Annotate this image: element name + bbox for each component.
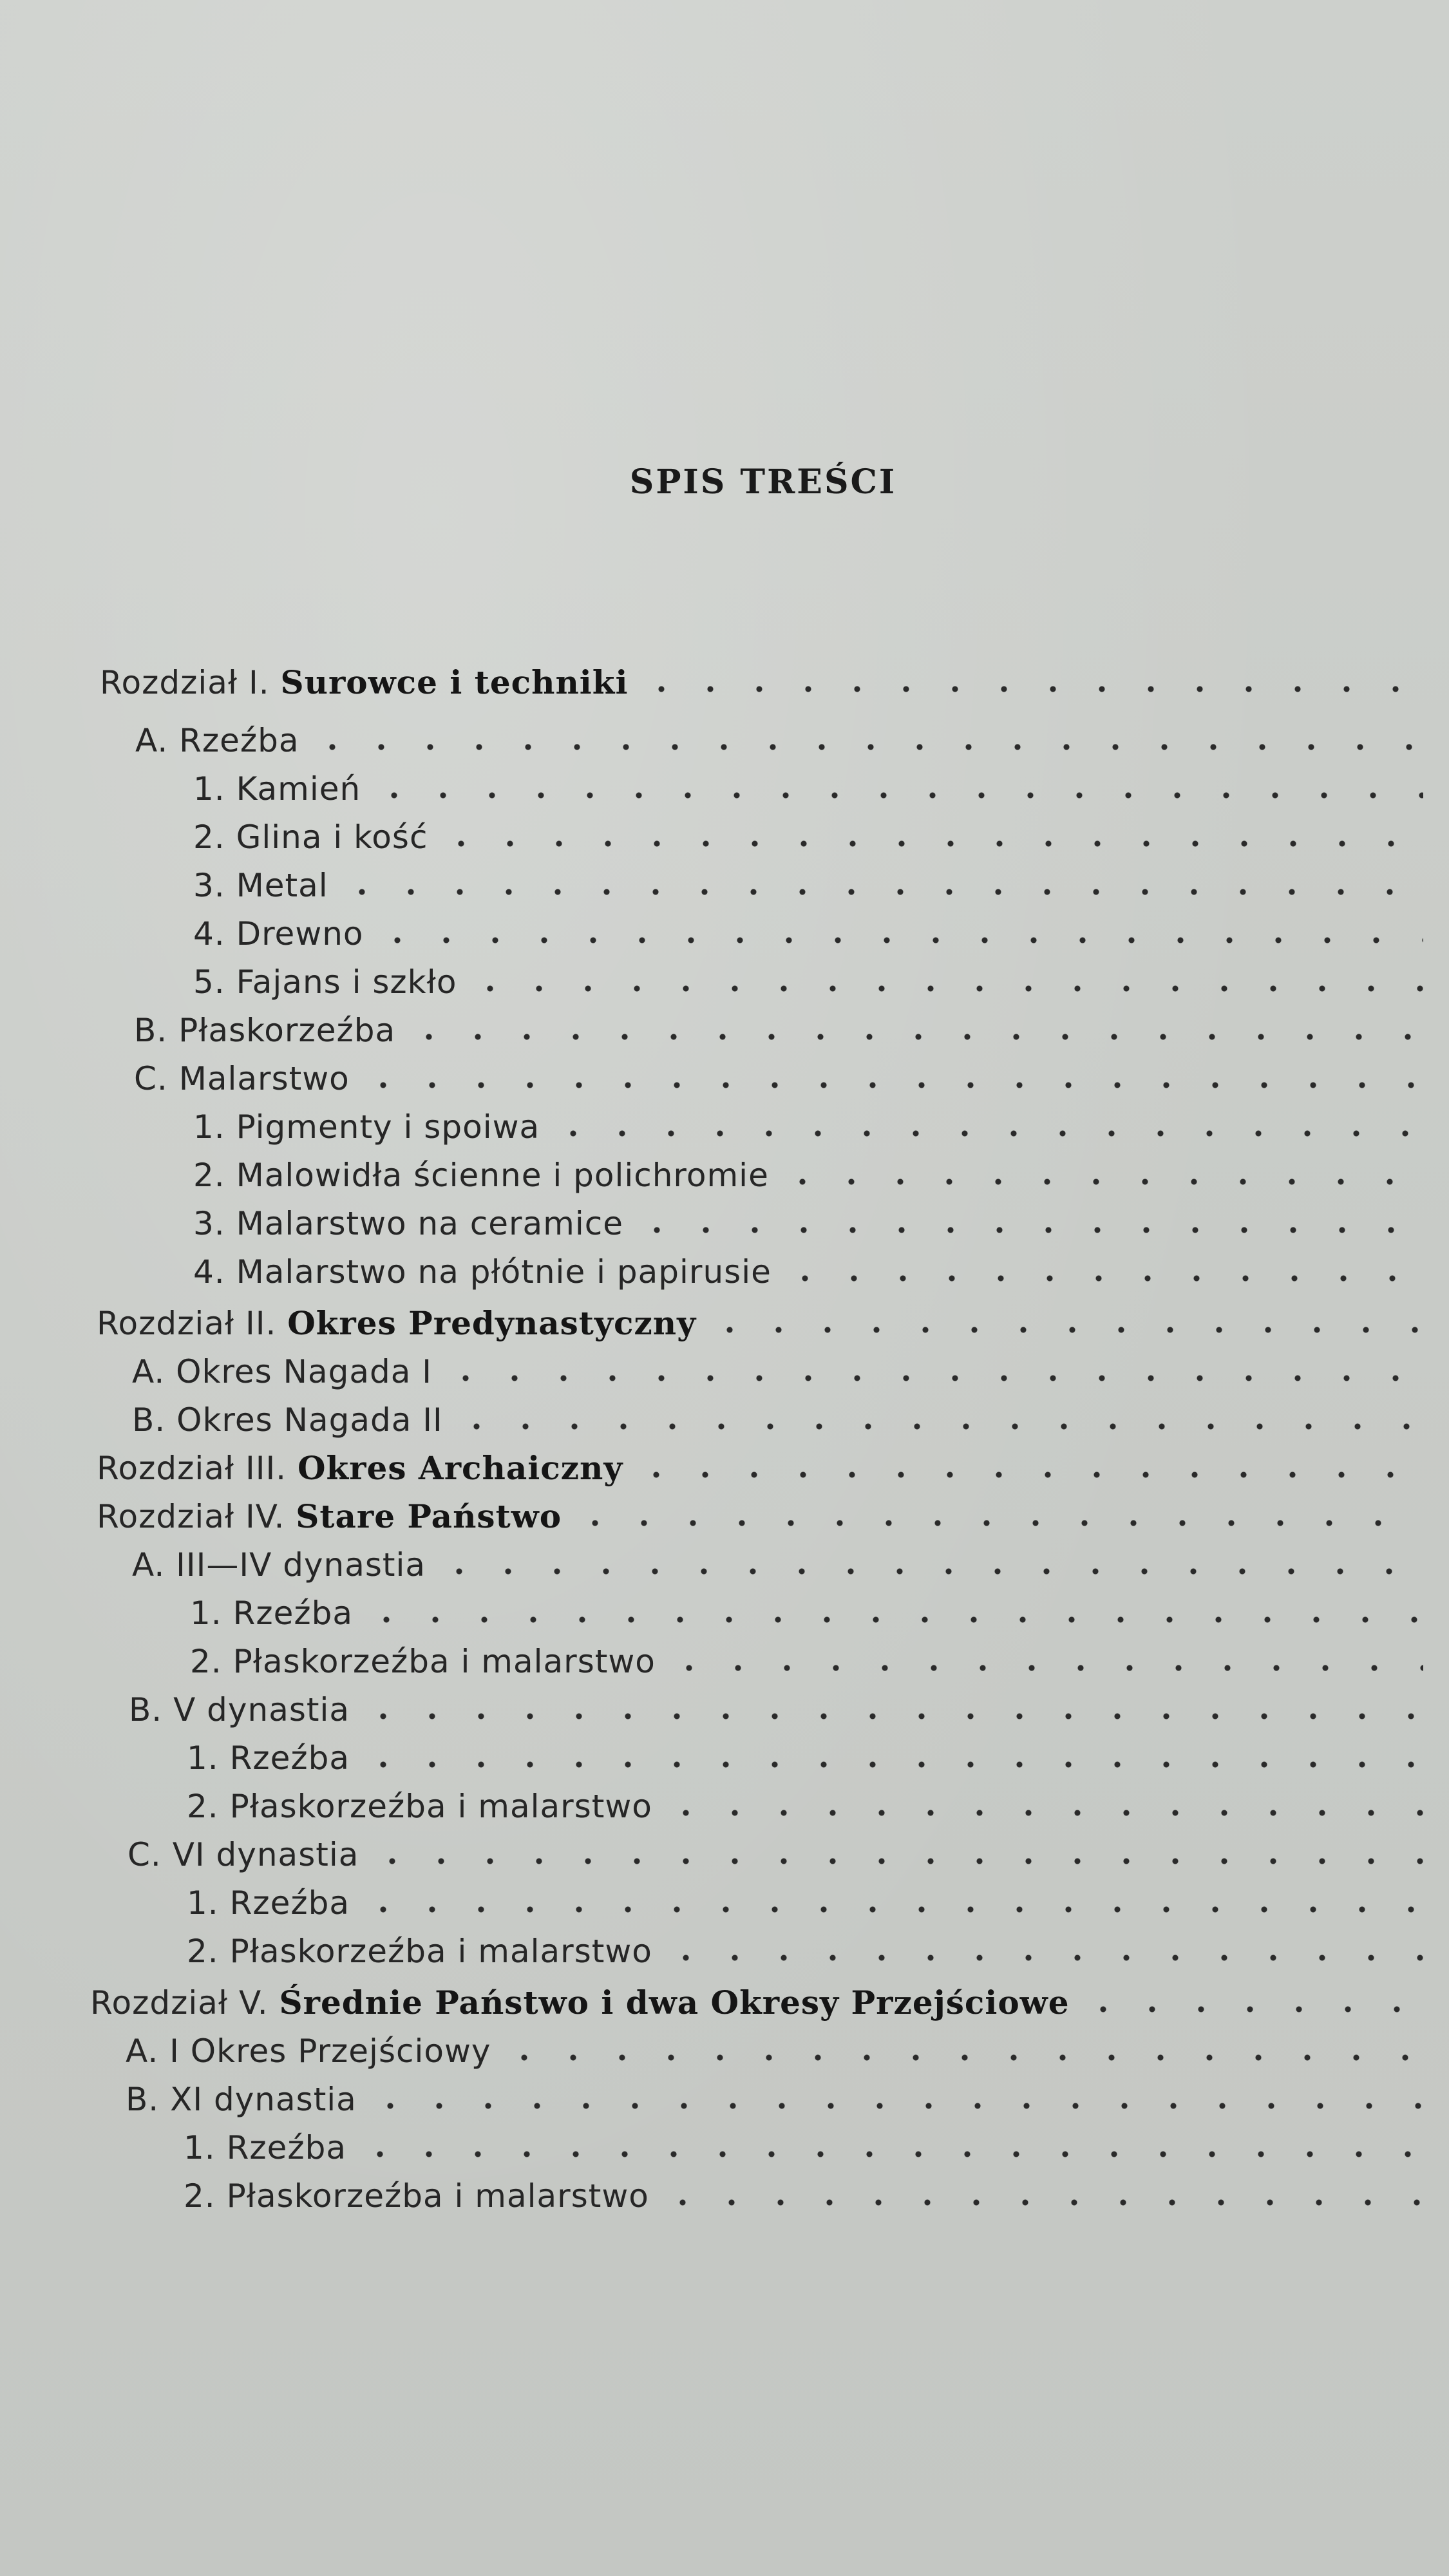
dot-leader — [404, 1030, 1423, 1043]
toc-entry-label: A. III—IV dynastia — [132, 1546, 426, 1584]
toc-entry-label: 3. Metal — [193, 867, 328, 904]
dot-leader — [359, 1079, 1423, 1092]
dot-leader — [366, 2099, 1423, 2112]
toc-section-row — [132, 1539, 1423, 1591]
toc-entry-label: 3. Malarstwo na ceramice — [193, 1205, 624, 1242]
toc-entry-label — [97, 1298, 696, 1349]
toc-entry-label — [97, 1491, 562, 1542]
toc-entry-label: B. Płaskorzeźba — [134, 1012, 396, 1049]
toc-section-row — [134, 1005, 1423, 1056]
dot-leader — [778, 1175, 1423, 1188]
dot-leader — [355, 2148, 1423, 2161]
chapter-title: Stare Państwo — [296, 1497, 562, 1535]
dot-leader — [500, 2051, 1423, 2064]
dot-leader — [632, 1224, 1423, 1236]
toc-item-row — [193, 763, 1423, 815]
dot-leader — [665, 1662, 1423, 1674]
toc-entry-label: 2. Malowidła ścienne i polichromie — [193, 1157, 769, 1194]
toc-entry-label: A. Okres Nagada I — [132, 1353, 433, 1390]
dot-leader — [370, 789, 1423, 802]
toc-entry-label: 2. Glina i kość — [193, 819, 428, 856]
toc-item-row — [193, 811, 1423, 863]
toc-entry-label: B. V dynastia — [129, 1691, 350, 1728]
toc-entry-label: C. VI dynastia — [128, 1836, 359, 1873]
dot-leader — [661, 1951, 1423, 1964]
chapter-title: Okres Archaiczny — [297, 1449, 623, 1487]
dot-leader — [571, 1517, 1423, 1530]
toc-section-row — [126, 2025, 1423, 2077]
toc-entry-label: 2. Płaskorzeźba i malarstwo — [190, 1643, 656, 1680]
chapter-prefix: Rozdział III. — [97, 1450, 298, 1487]
dot-leader — [452, 1420, 1423, 1433]
dot-leader — [359, 1758, 1423, 1771]
toc-entry-label: 4. Malarstwo na płótnie i papirusie — [193, 1253, 772, 1291]
toc-item-row — [193, 1150, 1423, 1201]
toc-section-row — [128, 1829, 1423, 1880]
toc-item-row — [193, 1101, 1423, 1153]
toc-item-row — [187, 1781, 1423, 1832]
toc-entry-label: 1. Rzeźba — [187, 1884, 350, 1922]
toc-chapter-row — [97, 1298, 1423, 1349]
toc-chapter-row — [90, 1977, 1423, 2029]
chapter-prefix: Rozdział II. — [97, 1305, 288, 1342]
toc-entry-label: 1. Kamień — [193, 770, 361, 808]
chapter-prefix: Rozdział IV. — [97, 1498, 296, 1535]
toc-entry-label — [100, 657, 628, 708]
dot-leader — [337, 886, 1423, 898]
dot-leader — [359, 1710, 1423, 1723]
dot-leader — [705, 1323, 1423, 1336]
dot-leader — [308, 741, 1423, 753]
toc-item-row — [190, 1587, 1423, 1639]
toc-item-row — [193, 956, 1423, 1008]
toc-entry-label: 1. Pigmenty i spoiwa — [193, 1108, 540, 1146]
toc-item-row — [193, 1198, 1423, 1249]
toc-entry-label: 1. Rzeźba — [184, 2129, 346, 2166]
toc-entry-label — [90, 1977, 1070, 2029]
dot-leader — [466, 982, 1423, 995]
toc-item-row — [187, 1732, 1423, 1784]
toc-section-row — [135, 715, 1423, 766]
toc-chapter-row — [100, 657, 1423, 708]
chapter-title: Okres Predynastyczny — [287, 1304, 697, 1342]
toc-entry-label: A. I Okres Przejściowy — [126, 2032, 491, 2070]
toc-section-row — [126, 2074, 1423, 2125]
dot-leader — [632, 1468, 1423, 1481]
toc-item-row — [193, 860, 1423, 911]
chapter-prefix: Rozdział I. — [100, 664, 281, 701]
toc-section-row — [129, 1684, 1423, 1736]
toc-item-row — [184, 2122, 1423, 2174]
toc-section-row — [132, 1346, 1423, 1397]
toc-item-row — [193, 1246, 1423, 1298]
dot-leader — [637, 683, 1423, 696]
toc-entry-label — [97, 1443, 623, 1494]
dot-leader — [781, 1272, 1423, 1285]
chapter-title: Średnie Państwo i dwa Okresy Przejściowe — [279, 1984, 1070, 2022]
toc-section-row — [134, 1053, 1423, 1104]
toc-entry-label: 2. Płaskorzeźba i malarstwo — [187, 1933, 652, 1970]
toc-entry-label: 4. Drewno — [193, 915, 364, 952]
dot-leader — [1079, 2003, 1423, 2016]
dot-leader — [658, 2196, 1423, 2209]
toc-item-row — [187, 1926, 1423, 1977]
toc-entry-label: 1. Rzeźba — [190, 1595, 353, 1632]
dot-leader — [362, 1613, 1423, 1626]
page-title: SPIS TREŚCI — [629, 462, 897, 502]
toc-chapter-row — [97, 1491, 1423, 1542]
dot-leader — [441, 1372, 1423, 1385]
dot-leader — [373, 934, 1424, 947]
toc-item-row — [193, 908, 1423, 960]
dot-leader — [437, 837, 1423, 850]
toc-item-row — [184, 2170, 1423, 2222]
toc-chapter-row — [97, 1443, 1423, 1494]
chapter-title: Surowce i techniki — [280, 663, 629, 701]
dot-leader — [368, 1855, 1423, 1868]
toc-entry-label: B. XI dynastia — [126, 2081, 357, 2118]
dot-leader — [661, 1806, 1423, 1819]
toc-entry-label: 1. Rzeźba — [187, 1739, 350, 1777]
toc-section-row — [132, 1394, 1423, 1446]
dot-leader — [549, 1127, 1423, 1140]
toc-entry-label: A. Rzeźba — [135, 722, 299, 759]
toc-entry-label: B. Okres Nagada II — [132, 1401, 443, 1439]
toc-entry-label: 2. Płaskorzeźba i malarstwo — [184, 2177, 649, 2215]
dot-leader — [435, 1565, 1423, 1578]
toc-entry-label: 5. Fajans i szkło — [193, 963, 457, 1001]
toc-entry-label: C. Malarstwo — [134, 1060, 350, 1097]
chapter-prefix: Rozdział V. — [90, 1984, 279, 2022]
toc-item-row — [190, 1636, 1423, 1687]
toc-item-row — [187, 1877, 1423, 1929]
toc-entry-label: 2. Płaskorzeźba i malarstwo — [187, 1788, 652, 1825]
dot-leader — [359, 1903, 1423, 1916]
